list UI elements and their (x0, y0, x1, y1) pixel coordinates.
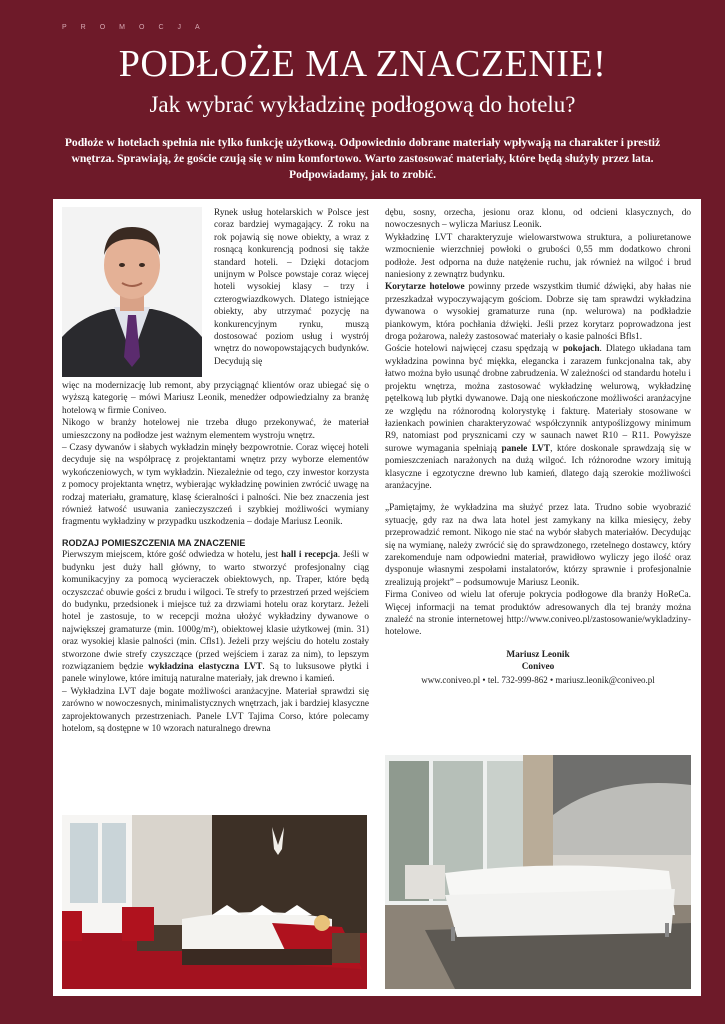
quote-paragraph: „Pamiętajmy, że wykładzina ma służyć przez lata. Trudno sobie wyobrazić sytuację, gdy raz na dwa lata hotel jest zamykany na kilka miesięcy, żeby przeprowadzić remont. Nikogo nie stać na wybór słabych materiałów. Decydując się na wymianę, należy zwrócić się do sprawdzonego, rzetelnego dostawcy, który zarekomenduje nam odpowiedni materiał, prawidłowo wyliczy jego ilość oraz dysponuje własnymi zespołami instalatorów, którzy sprawnie i profesjonalnie zrealizują projekt” – podsumowuje Mariusz Leonik. (385, 503, 691, 588)
signature-company: Coniveo (521, 662, 555, 673)
paragraph: Nikogo w branży hotelowej nie trzeba długo przekonywać, że materiał umieszczony na podłodze jest ważnym elementem wystroju wnętrz. (62, 418, 369, 441)
paragraph: Pierwszym miejscem, które gość odwiedza w hotelu, jest hall i recepcja. Jeśli w budynku jest duży hall główny, to warto stworzyć profesjonalny ciąg komunikacyjny za pomocą wycieraczek obiektowych, np. Traper, które będą oczyszczać obuwie gości z brudu i wilgoci. Te strefy to przestrzeń przed wejściem do budynku, przedsionek i miejsce tuż za drzwiami hotelu oraz korytarz. Jeżeli hotel je zastosuje, to w recepcji można ułożyć wykładziny dywanowe o największej gramaturze (min. 1000g/m²), obiektowej klasie użytkowej (min. 31) oraz wysokiej klasie palności (min. Cfls1). Jeżeli przy wejściu do hotelu zostały stworzone dwie strefy czyszczące (przed wejściem i zaraz za nim), to lepszym rozwiązaniem będzie wykładzina elastyczna LVT. Są to luksusowe płytki i panele winylowe, które imitują naturalne materiały, jak drewno i kamień. (62, 550, 369, 685)
page-subtitle: Jak wybrać wykładzinę podłogową do hotelu? (149, 92, 576, 117)
column-1 (62, 380, 369, 735)
contact-info: www.coniveo.pl • tel. 732-999-862 • mariusz.leonik@coniveo.pl (421, 674, 655, 685)
column-2 (385, 207, 691, 686)
promo-label: PROMOCJA (62, 24, 214, 31)
hotel-room-photo-white (385, 755, 691, 989)
paragraph: – Czasy dywanów i słabych wykładzin minęły bezpowrotnie. Coraz więcej hoteli decyduje się na współpracę z projektantami wnętrz przy wyborze elementów wykończeniowych, w tym wykładzin. Niezależnie od tego, czy inwestor korzysta z pomocy projektanta wnętrz, wybierając wykładzinę powinien zwrócić uwagę na rodzaj materiału, gramaturę, klasę ścieralności i palności. Nie bez znaczenia jest również łatwość usuwania zanieczyszczeń i szybkiej możliwości wymiany fragmentu wykładziny w przypadku uszkodzenia – dodaje Mariusz Leonik. (62, 443, 369, 528)
intro-text: Rynek usług hotelarskich w Polsce jest coraz bardziej wymagający. Z roku na rok pojawią się nowe obiekty, a wraz z rosnącą konkurencją podnosi się także standard hoteli. – Dzięki dotacjom unijnym w Polsce powstaje coraz więcej hoteli wysokiej klasy – trzy i czterogwiazdkowych. Dlatego istniejące obiekty, aby utrzymać pozycję na konkurencyjnym rynku, muszą dostosować poziom usług i wystrój wnętrz do nowopowstających budynków. Decydują się (214, 208, 369, 367)
column-1-top (214, 207, 369, 368)
paragraph: dębu, sosny, orzecha, jesionu oraz klonu, od odcieni klasycznych, do nowoczesnych – wylicza Mariusz Leonik. (385, 208, 691, 231)
section-heading: RODZAJ POMIESZCZENIA MA ZNACZENIE (62, 537, 246, 548)
paragraph: Wykładzinę LVT charakteryzuje wielowarstwowa struktura, a poliuretanowe wzmocnienie wierzchniej powłoki o grubości 0,55 mm dodatkowo chroni podłoże. Jest odporna na duże natężenie ruchu, jak również na wilgoć i brud naniesiony z zewnątrz budynku. (385, 232, 691, 281)
portrait-photo (62, 207, 202, 377)
paragraph: Firma Coniveo od wielu lat oferuje pokrycia podłogowe dla branży HoReCa. Więcej informacji na temat produktów adresowanych dla tej branży można znaleźć na stronie internetowej http://www.coniveo.pl/zastosowanie/wykladziny-hotelowe. (385, 590, 691, 638)
paragraph: więc na modernizację lub remont, aby przyciągnąć klientów oraz ubiegać się o wyższą kategorię – mówi Mariusz Leonik, menedżer odpowiedzialny za branżę hotelową w firmie Coniveo. (62, 381, 369, 416)
page-title: PODŁOŻE MA ZNACZENIE! (118, 43, 607, 85)
paragraph: Korytarze hotelowe powinny przede wszystkim tłumić dźwięki, aby hałas nie przeszkadzał wypoczywającym gościom. Dobrze się tam sprawdzi wykładzina dywanowa o wysokiej gramaturze runa (np. welurowa) na podkładzie piankowym, która pochłania dźwięki. Jeśli przez korytarz poprowadzona jest droga pożarowa, należy zastosować materiały o kasie palności Bfls1. (385, 282, 691, 343)
paragraph: – Wykładzina LVT daje bogate możliwości aranżacyjne. Materiał sprawdzi się zarówno w nowoczesnych, minimalistycznych wnętrzach, jak i bardziej klasyczne zaprojektowanych przestrzeniach. Panele LVT Tajima Corso, które polecamy hotelom, są dostępne w 10 wzorach naturalnego drewna (62, 686, 369, 734)
paragraph: Goście hotelowi najwięcej czasu spędzają w pokojach. Dlatego układana tam wykładzina powinna być miękka, elegancka i zarazem funkcjonalna tak, aby łatwo można było usunąć drobne zabrudzenia. W zależności od standardu hotelu i projektu wnętrza, można zastosować wykładzinę welurową, wykładzinę pętelkową lub płytki dywanowe. Dają one nieskończone możliwości aranżacyjne ze względu na różnorodną kolorystykę i fakturę. Materiały stosowane w łazienkach powinien charakteryzować współczynnik antypoślizgowy minimum R9, natomiast pod prysznicami czy w saunach nawet R10 – R11. Powyższe surowe wymagania spełniają panele LVT, które doskonale sprawdzają się w pomieszczeniach narażonych na dużą wilgoć. Ich różnorodne wzory imitują klasyczne i egzotyczne drewno lub kamień, dlatego dają szerokie możliwości aranżacyjne. (385, 344, 691, 491)
hotel-room-photo-red (62, 815, 367, 989)
lead-paragraph: Podłoże w hotelach spełnia nie tylko funkcję użytkową. Odpowiednio dobrane materiały wpływają na charakter i prestiż wnętrza. Sprawiają, że goście czują się w nim komfortowo. Warto zastosować materiały, które będą służyły przez lata. Podpowiadamy, jak to zrobić. (64, 136, 661, 181)
signature-name: Mariusz Leonik (506, 649, 570, 660)
article-panel (53, 199, 701, 996)
